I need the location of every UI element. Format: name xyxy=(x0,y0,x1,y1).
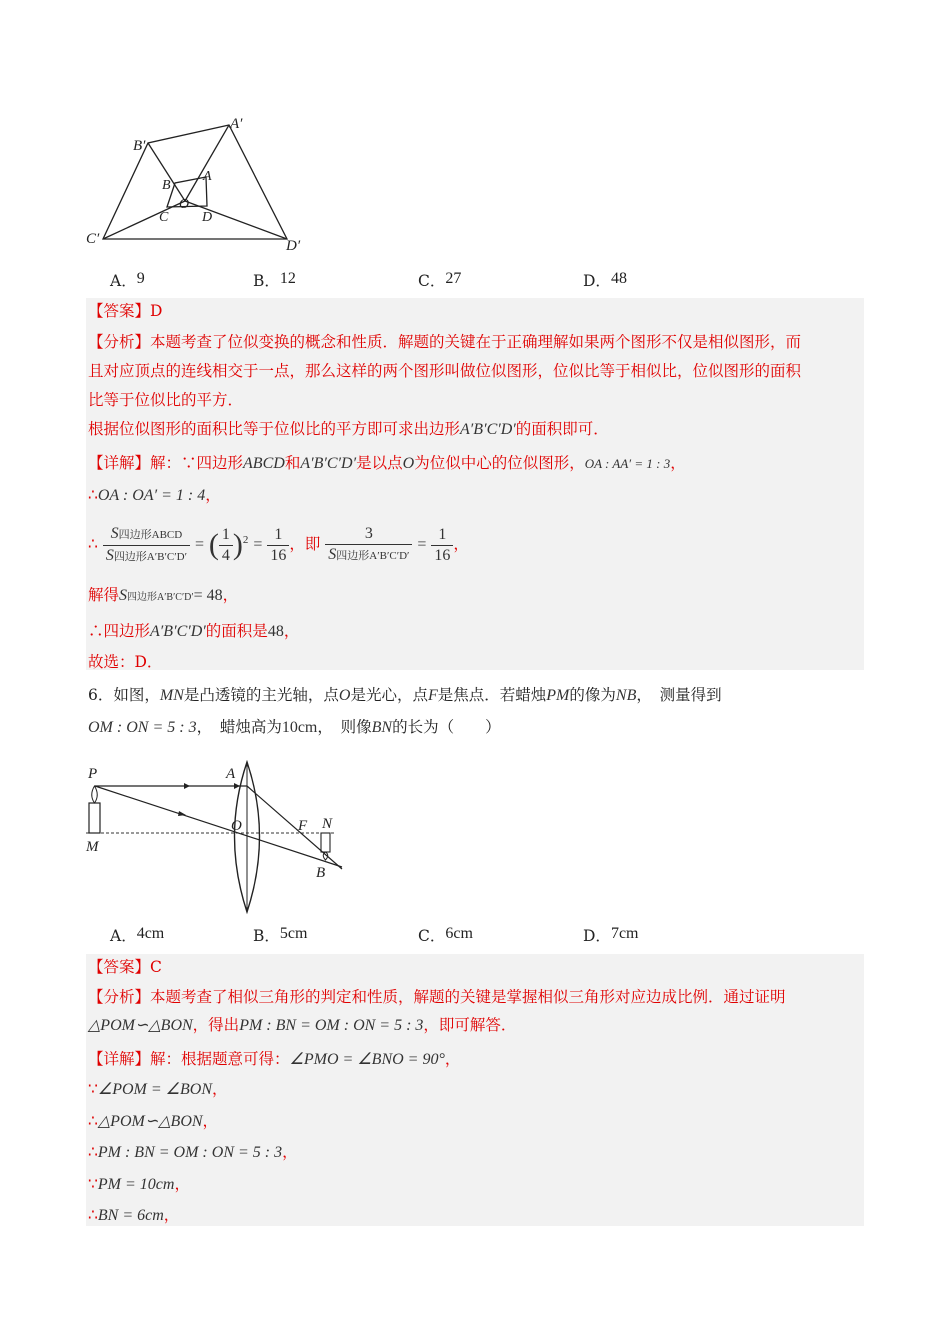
label-b: B xyxy=(316,865,326,881)
label-d: D xyxy=(202,210,213,225)
q5-analysis-3: 比等于位似比的平方． xyxy=(88,391,244,409)
label-o: O xyxy=(231,818,242,834)
line-oc1 xyxy=(103,201,185,239)
q5-detail-1: 【详解】解：∵四边形ABCD和A′B′C′D′是以点O为位似中心的位似图形，OA : AA′ = 1 : 3， xyxy=(88,454,686,472)
q5-detail-4: 解得S四边形A′B′C′D′= 48， xyxy=(88,586,239,604)
q5-option-b[interactable]: B．12 xyxy=(253,270,296,290)
q6-option-c[interactable]: C．6cm xyxy=(418,925,473,945)
q6-stem-2: OM : ON = 5 : 3， 蜡烛高为10cm， 则像BN的长为（ ） xyxy=(88,718,501,736)
q6-answer: 【答案】C xyxy=(88,958,162,976)
q6-convex-lens-diagram xyxy=(80,760,355,920)
q6-detail-2: ∵∠POM = ∠BON， xyxy=(88,1080,228,1098)
q5-analysis-1: 【分析】本题考查了位似变换的概念和性质．解题的关键在于正确理解如果两个图形不仅是相似图形，而 xyxy=(88,333,802,351)
q6-detail-5: ∵PM = 10cm， xyxy=(88,1175,190,1193)
q6-option-d[interactable]: D．7cm xyxy=(583,925,639,945)
q5-detail-6: 故选：D． xyxy=(88,653,163,671)
q6-detail-1: 【详解】解：根据题意可得：∠PMO = ∠BNO = 90°， xyxy=(88,1050,461,1068)
line-od1 xyxy=(185,201,287,239)
label-m: M xyxy=(86,839,99,855)
q5-analysis-4: 根据位似图形的面积比等于位似比的平方即可求出边形A′B′C′D′的面积即可． xyxy=(88,420,609,438)
arrow-1 xyxy=(184,783,190,789)
label-b-prime: B′ xyxy=(133,138,146,154)
q6-detail-3: ∴△POM∽△BON， xyxy=(88,1112,219,1130)
q5-analysis-2: 且对应顶点的连线相交于一点，那么这样的两个图形叫做位似图形，位似比等于相似比，位似图形的面积 xyxy=(88,362,802,380)
label-c: C xyxy=(159,210,169,225)
q6-detail-6: ∴BN = 6cm， xyxy=(88,1206,180,1224)
q6-option-b[interactable]: B．5cm xyxy=(253,925,308,945)
q6-analysis-2: △POM∽△BON，得出PM : BN = OM : ON = 5 : 3，即可解答． xyxy=(88,1016,517,1034)
q5-answer: 【答案】D xyxy=(88,302,163,320)
label-p: P xyxy=(88,766,98,782)
label-f: F xyxy=(298,818,308,834)
candle xyxy=(89,803,100,833)
q5-detail-2: ∴OA : OA′ = 1 : 4， xyxy=(88,486,221,504)
label-d-prime: D′ xyxy=(286,238,301,254)
q5-detail-5: ∴四边形A′B′C′D′的面积是48， xyxy=(88,622,300,640)
q6-detail-4: ∴PM : BN = OM : ON = 5 : 3， xyxy=(88,1143,298,1161)
label-a: A xyxy=(203,169,212,184)
q6-option-a[interactable]: A．4cm xyxy=(110,925,165,945)
q5-option-c[interactable]: C．27 xyxy=(418,270,462,290)
label-b: B xyxy=(162,178,171,193)
label-a: A xyxy=(226,766,236,782)
label-c-prime: C′ xyxy=(86,231,100,247)
q5-detail-3: ∴ $\frac{\text{S四边形ABCD}}{\text{S四边形A′B′C′D′}}$ = ( $\frac{1}{4}$ )$^2$ = $\frac{1}{16}$ ，即 $\frac{3}{\text{S四边形A′B′C′D′}}$ = $\frac{1}{16}$ ， xyxy=(88,524,469,564)
q5-similar-quadrilaterals-diagram xyxy=(80,108,320,258)
q5-option-d[interactable]: D．48 xyxy=(583,270,627,290)
candle-flame xyxy=(92,786,98,803)
label-a-prime: A′ xyxy=(230,116,243,132)
image-candle xyxy=(321,833,330,852)
label-o: O xyxy=(179,197,190,212)
label-n: N xyxy=(322,816,333,832)
q5-option-a[interactable]: A．9 xyxy=(110,270,145,290)
q6-analysis-1: 【分析】本题考查了相似三角形的判定和性质，解题的关键是掌握相似三角形对应边成比例．通过证明 xyxy=(88,988,786,1006)
quad-a1b1c1d1 xyxy=(103,125,287,239)
q6-stem-1: 6．如图，MN是凸透镜的主光轴，点O是光心，点F是焦点．若蜡烛PM的像为NB， 测量得到 xyxy=(88,686,722,704)
